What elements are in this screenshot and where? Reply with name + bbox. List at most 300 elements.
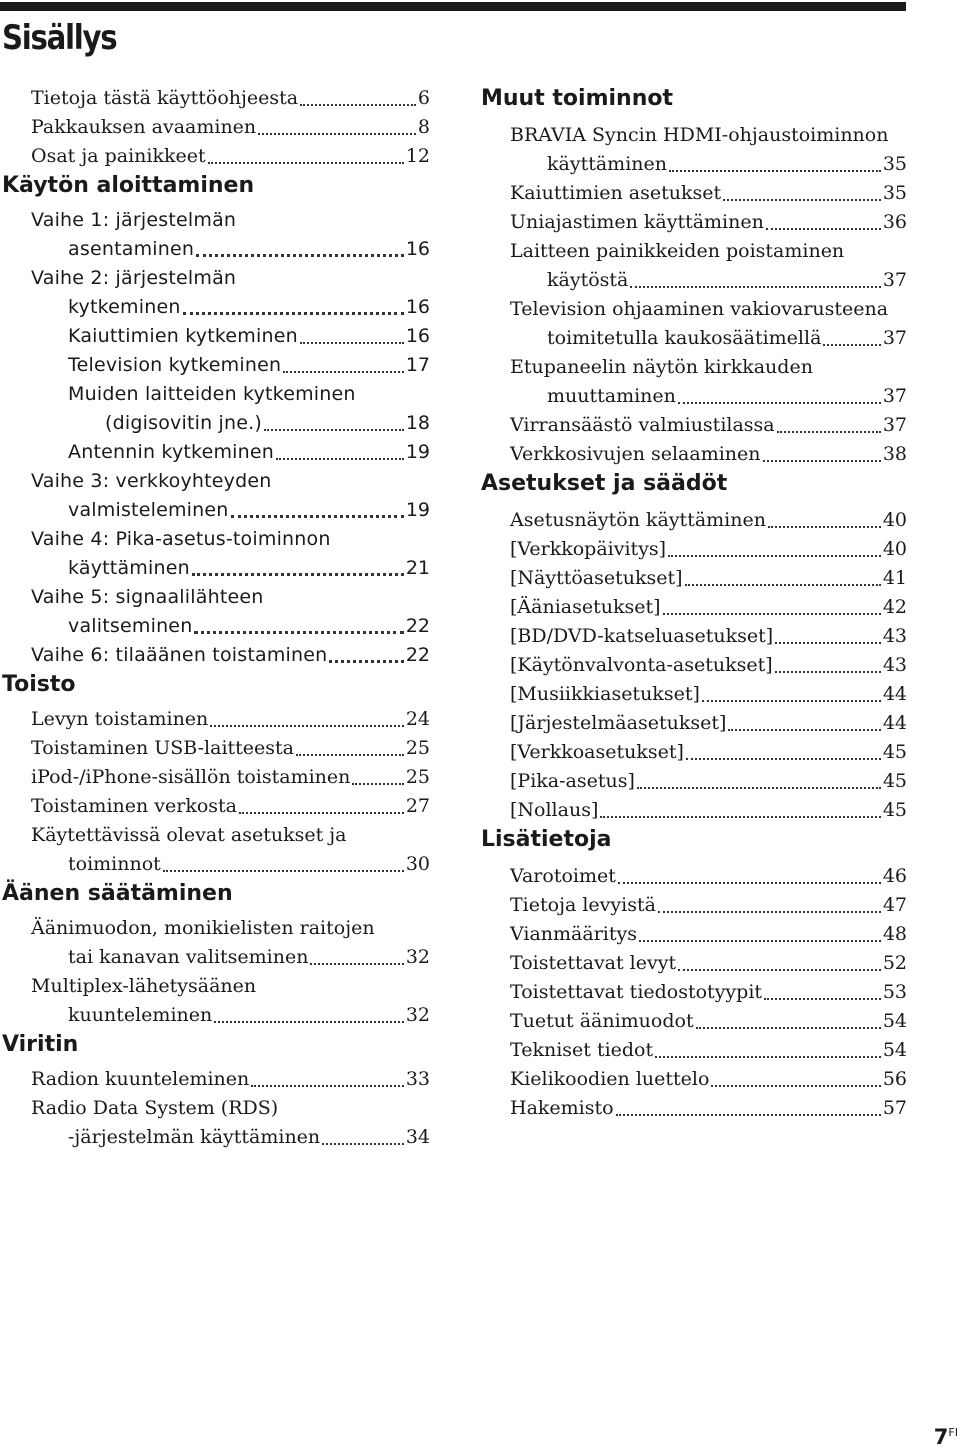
toc-entry-title: Uniajastimen käyttäminen <box>510 211 764 233</box>
toc-entry-text <box>31 1094 430 1152</box>
toc-page-number: 19 <box>405 499 430 521</box>
toc-entry-title: Virransäästö valmiustilassa <box>510 414 775 436</box>
dot-leader <box>696 1027 881 1029</box>
toc-entry-line <box>68 322 430 351</box>
dot-leader <box>239 812 404 814</box>
toc-entry[interactable] <box>481 978 907 1007</box>
toc-entry-line <box>510 1007 907 1036</box>
toc-entry-title: Kaiuttimien asetukset <box>510 182 722 204</box>
toc-entry-line <box>510 506 907 535</box>
toc-page-number: 47 <box>882 894 907 916</box>
toc-entry-title: Radio Data System (RDS) <box>31 1097 279 1119</box>
dot-leader <box>775 642 881 644</box>
toc-entry[interactable] <box>2 763 430 792</box>
toc-entry-title: Vaihe 5: signaalilähteen <box>31 586 264 608</box>
toc-entry-text <box>31 467 430 525</box>
toc-entry-text <box>510 121 907 179</box>
toc-entry-text <box>31 113 430 142</box>
toc-page-number: 32 <box>405 1004 430 1026</box>
page-language-code: FI <box>948 1426 958 1439</box>
dot-leader <box>685 584 881 586</box>
toc-entry[interactable] <box>2 1065 430 1094</box>
toc-page-number: 45 <box>882 770 907 792</box>
toc-entry[interactable] <box>481 237 907 295</box>
toc-entry[interactable] <box>481 891 907 920</box>
toc-entry-line <box>510 179 907 208</box>
toc-entry-title: Äänimuodon, monikielisten raitojen <box>31 917 375 939</box>
toc-entry-line <box>31 763 430 792</box>
toc-entry-line <box>31 972 430 1001</box>
toc-entry[interactable] <box>2 142 430 171</box>
dot-leader <box>210 725 404 727</box>
toc-entry-text <box>510 506 907 535</box>
dot-leader <box>251 1085 404 1087</box>
toc-entry-text <box>510 1094 907 1123</box>
dot-leader <box>777 431 881 433</box>
toc-entry-text <box>510 709 907 738</box>
toc-entry-title: Vaihe 3: verkkoyhteyden <box>31 470 272 492</box>
toc-entry-title: Osat ja painikkeet <box>31 145 206 167</box>
toc-entry[interactable] <box>2 438 430 467</box>
toc-entry-text <box>31 142 430 171</box>
toc-entry-text <box>68 322 430 351</box>
toc-entry-title: Muiden laitteiden kytkeminen <box>68 383 356 405</box>
dot-leader <box>276 458 404 460</box>
toc-entry-text <box>510 237 907 295</box>
dot-leader <box>763 460 881 462</box>
toc-entry[interactable] <box>2 641 430 670</box>
dot-leader <box>668 555 881 557</box>
toc-entry-title: (digisovitin jne.) <box>105 412 263 434</box>
toc-entry[interactable] <box>2 380 430 438</box>
toc-entry[interactable] <box>2 583 430 641</box>
toc-entry-title: Vaihe 2: järjestelmän <box>31 267 237 289</box>
toc-page-number: 36 <box>882 211 907 233</box>
toc-entry-text <box>31 1065 430 1094</box>
toc-entry-title: Tietoja tästä käyttöohjeesta <box>31 87 299 109</box>
toc-entry-line <box>510 767 907 796</box>
toc-entry-line <box>31 84 430 113</box>
toc-entry-text <box>510 680 907 709</box>
toc-entry-line <box>31 734 430 763</box>
toc-entry-title: [Käytönvalvonta-asetukset] <box>510 654 773 676</box>
toc-entry-text <box>510 179 907 208</box>
dot-leader <box>329 660 403 663</box>
toc-entry-title: [Verkkoasetukset] <box>510 741 684 763</box>
toc-entry[interactable] <box>2 351 430 380</box>
toc-entry-line <box>510 651 907 680</box>
toc-entry[interactable] <box>481 593 907 622</box>
dot-leader <box>192 573 404 576</box>
toc-entry[interactable] <box>481 564 907 593</box>
toc-entry-line <box>510 709 907 738</box>
dot-leader <box>208 162 404 164</box>
toc-entry[interactable] <box>2 322 430 351</box>
toc-entry-line <box>510 535 907 564</box>
toc-entry-text <box>510 1065 907 1094</box>
toc-page-number: 35 <box>882 182 907 204</box>
toc-entry[interactable] <box>481 738 907 767</box>
toc-entry-title: [Musiikkiasetukset] <box>510 683 700 705</box>
toc-entry-text <box>31 763 430 792</box>
dot-leader <box>637 787 881 789</box>
toc-entry-title: Tekniset tiedot <box>510 1039 654 1061</box>
toc-entry-title: Asetusnäytön käyttäminen <box>510 509 766 531</box>
toc-entry-title: Tietoja levyistä <box>510 894 656 916</box>
dot-leader <box>352 783 403 785</box>
dot-leader <box>300 342 404 344</box>
toc-entry-title: Vaihe 1: järjestelmän <box>31 209 237 231</box>
toc-page-number: 44 <box>882 683 907 705</box>
toc-entry-title: kytkeminen <box>68 296 181 318</box>
toc-page-number: 43 <box>882 625 907 647</box>
toc-entry-title: [Pika-asetus] <box>510 770 635 792</box>
toc-entry-text <box>31 914 430 972</box>
toc-entry-title: asentaminen <box>68 238 195 260</box>
section-heading: Asetukset ja säädöt <box>481 471 728 496</box>
toc-entry-line <box>510 949 907 978</box>
dot-leader <box>231 515 404 518</box>
toc-entry-title: Antennin kytkeminen <box>68 441 275 463</box>
dot-leader <box>283 371 404 373</box>
toc-entry-text <box>31 972 430 1030</box>
dot-leader <box>639 940 881 942</box>
toc-page-number: 45 <box>882 741 907 763</box>
dot-leader <box>300 104 416 106</box>
toc-entry-line <box>510 150 907 179</box>
toc-entry-line <box>510 1065 907 1094</box>
toc-entry-title: Television ohjaaminen vakiovarusteena <box>510 298 889 320</box>
toc-entry-text <box>510 353 907 411</box>
toc-entry-line <box>68 351 430 380</box>
toc-page-number: 33 <box>405 1068 430 1090</box>
toc-entry-text <box>510 978 907 1007</box>
toc-entry-title: toiminnot <box>68 853 161 875</box>
toc-entry[interactable] <box>2 206 430 264</box>
toc-page-number: 37 <box>882 327 907 349</box>
toc-entry-text <box>68 438 430 467</box>
toc-entry[interactable] <box>481 680 907 709</box>
toc-entry-line <box>510 920 907 949</box>
toc-entry-line <box>510 622 907 651</box>
toc-entry-line <box>31 792 430 821</box>
toc-page-number: 40 <box>882 509 907 531</box>
toc-entry[interactable] <box>481 862 907 891</box>
toc-entry-line <box>510 1094 907 1123</box>
toc-entry-line <box>510 121 907 150</box>
dot-leader <box>711 1085 880 1087</box>
toc-entry-title: Vaihe 4: Pika-asetus-toiminnon <box>31 528 331 550</box>
toc-entry-title: muuttaminen <box>547 385 676 407</box>
toc-entry[interactable] <box>481 506 907 535</box>
toc-entry-line <box>31 583 430 612</box>
toc-entry-text <box>510 738 907 767</box>
toc-entry[interactable] <box>2 113 430 142</box>
toc-entry[interactable] <box>481 535 907 564</box>
toc-entry-line <box>510 382 907 411</box>
dot-leader <box>163 870 404 872</box>
toc-entry-line <box>510 680 907 709</box>
toc-page-number: 41 <box>882 567 907 589</box>
toc-entry-title: Multiplex-lähetysäänen <box>31 975 257 997</box>
toc-entry-title: -järjestelmän käyttäminen <box>68 1126 321 1148</box>
dot-leader <box>183 312 404 315</box>
dot-leader <box>766 228 881 230</box>
toc-page-number: 40 <box>882 538 907 560</box>
toc-entry-title: toimitetulla kaukosäätimellä <box>547 327 822 349</box>
toc-entry-title: kuunteleminen <box>68 1004 213 1026</box>
toc-entry[interactable] <box>481 208 907 237</box>
toc-entry-line <box>31 1123 430 1152</box>
toc-entry[interactable] <box>481 1065 907 1094</box>
toc-entry-line <box>31 525 430 554</box>
toc-page-number: 25 <box>405 737 430 759</box>
dot-leader <box>618 882 881 884</box>
section-heading: Lisätietoja <box>481 827 612 852</box>
toc-entry[interactable] <box>481 1094 907 1123</box>
page-number-value: 7 <box>933 1425 949 1449</box>
toc-page-number: 34 <box>405 1126 430 1148</box>
toc-page-number: 24 <box>405 708 430 730</box>
toc-entry[interactable] <box>481 121 907 179</box>
dot-leader <box>728 729 880 731</box>
toc-entry-title: [BD/DVD-katseluasetukset] <box>510 625 774 647</box>
toc-entry-line <box>31 641 430 670</box>
toc-entry-text <box>510 891 907 920</box>
toc-entry-text <box>31 734 430 763</box>
dot-leader <box>322 1143 404 1145</box>
toc-entry-text <box>510 796 907 825</box>
toc-page-number: 16 <box>405 296 430 318</box>
dot-leader <box>663 613 881 615</box>
toc-entry-line <box>510 440 907 469</box>
toc-entry[interactable] <box>2 467 430 525</box>
dot-leader <box>264 429 404 431</box>
toc-entry-text <box>31 705 430 734</box>
toc-entry-line <box>31 1094 430 1123</box>
toc-entry[interactable] <box>2 914 430 972</box>
toc-entry-line <box>510 796 907 825</box>
toc-entry-title: Toistaminen USB-laitteesta <box>31 737 294 759</box>
toc-page-number: 17 <box>405 354 430 376</box>
toc-entry-line <box>31 293 430 322</box>
toc-page-number: 37 <box>882 385 907 407</box>
toc-entry-line <box>31 554 430 583</box>
dot-leader <box>310 963 403 965</box>
toc-entry-title: Hakemisto <box>510 1097 614 1119</box>
toc-page-number: 56 <box>882 1068 907 1090</box>
toc-page-number: 42 <box>882 596 907 618</box>
toc-entry-title: [Verkkopäivitys] <box>510 538 667 560</box>
toc-entry-title: [Ääniasetukset] <box>510 596 661 618</box>
toc-entry[interactable] <box>2 84 430 113</box>
dot-leader <box>678 969 881 971</box>
toc-entry-text <box>68 380 430 438</box>
toc-entry-text <box>510 440 907 469</box>
toc-page-number: 27 <box>405 795 430 817</box>
toc-entry-line <box>31 264 430 293</box>
toc-page-number: 43 <box>882 654 907 676</box>
toc-entry-text <box>510 767 907 796</box>
toc-page-number: 45 <box>882 799 907 821</box>
section-heading: Viritin <box>2 1032 79 1057</box>
toc-entry[interactable] <box>2 821 430 879</box>
toc-entry-line <box>510 411 907 440</box>
toc-entry[interactable] <box>481 1036 907 1065</box>
toc-entry-text <box>31 84 430 113</box>
toc-entry[interactable] <box>2 705 430 734</box>
toc-entry-title: Vaihe 6: tilaäänen toistaminen <box>31 644 328 666</box>
toc-entry-line <box>31 467 430 496</box>
toc-entry-line <box>31 705 430 734</box>
toc-entry-line <box>31 496 430 525</box>
toc-entry-line <box>31 1001 430 1030</box>
toc-entry[interactable] <box>2 1094 430 1152</box>
toc-entry-title: Kielikoodien luettelo <box>510 1068 710 1090</box>
toc-entry[interactable] <box>481 1007 907 1036</box>
toc-page-number: 16 <box>405 238 430 260</box>
toc-entry-text <box>510 862 907 891</box>
toc-entry-text <box>510 535 907 564</box>
dot-leader <box>678 402 881 404</box>
toc-entry-title: Käytettävissä olevat asetukset ja <box>31 824 347 846</box>
toc-page-number: 30 <box>405 853 430 875</box>
toc-page-number: 16 <box>405 325 430 347</box>
toc-entry[interactable] <box>481 949 907 978</box>
toc-entry-text <box>510 411 907 440</box>
header-rule <box>0 2 906 11</box>
dot-leader <box>768 526 881 528</box>
toc-entry-text <box>510 295 907 353</box>
toc-entry-line <box>510 208 907 237</box>
toc-entry[interactable] <box>481 622 907 651</box>
toc-entry-text <box>510 920 907 949</box>
toc-page-number: 38 <box>882 443 907 465</box>
toc-entry-text <box>510 593 907 622</box>
toc-entry[interactable] <box>2 792 430 821</box>
toc-entry-title: [Nollaus] <box>510 799 599 821</box>
toc-entry-title: käytöstä <box>547 269 629 291</box>
toc-page-number: 54 <box>882 1010 907 1032</box>
toc-page-number: 8 <box>417 116 430 138</box>
toc-entry-line <box>31 206 430 235</box>
toc-entry-title: valitseminen <box>68 615 193 637</box>
toc-page-number: 18 <box>405 412 430 434</box>
toc-entry-text <box>510 564 907 593</box>
toc-entry-title: Laitteen painikkeiden poistaminen <box>510 240 845 262</box>
toc-entry[interactable] <box>2 525 430 583</box>
toc-entry-line <box>31 821 430 850</box>
toc-entry-line <box>31 612 430 641</box>
toc-entry[interactable] <box>481 440 907 469</box>
toc-page-number: 22 <box>405 615 430 637</box>
dot-leader <box>669 170 881 172</box>
toc-entry[interactable] <box>481 651 907 680</box>
toc-page-number: 48 <box>882 923 907 945</box>
toc-entry[interactable] <box>481 411 907 440</box>
dot-leader <box>196 254 404 257</box>
dot-leader <box>258 133 416 135</box>
toc-page-number: 25 <box>405 766 430 788</box>
toc-entry[interactable] <box>481 353 907 411</box>
dot-leader <box>296 754 404 756</box>
toc-entry-title: Radion kuunteleminen <box>31 1068 250 1090</box>
toc-entry-line <box>510 891 907 920</box>
section-heading: Toisto <box>2 672 76 697</box>
toc-entry-line <box>510 1036 907 1065</box>
toc-page-number: 54 <box>882 1039 907 1061</box>
toc-entry-title: Varotoimet <box>510 865 616 887</box>
toc-entry-text <box>510 622 907 651</box>
toc-entry-line <box>68 438 430 467</box>
toc-entry[interactable] <box>481 709 907 738</box>
section-heading: Äänen säätäminen <box>2 881 233 906</box>
dot-leader <box>630 286 880 288</box>
toc-entry-line <box>31 113 430 142</box>
toc-entry-title: Pakkauksen avaaminen <box>31 116 257 138</box>
toc-entry-text <box>31 641 430 670</box>
toc-entry-title: Levyn toistaminen <box>31 708 209 730</box>
toc-entry[interactable] <box>2 264 430 322</box>
toc-entry[interactable] <box>2 972 430 1030</box>
toc-entry-text <box>510 1036 907 1065</box>
dot-leader <box>655 1056 881 1058</box>
toc-entry-title: Kaiuttimien kytkeminen <box>68 325 298 347</box>
toc-entry-text <box>31 792 430 821</box>
toc-entry-title: [Näyttöasetukset] <box>510 567 683 589</box>
toc-entry-title: Television kytkeminen <box>68 354 282 376</box>
toc-entry-text <box>31 264 430 322</box>
page-number <box>934 1425 958 1449</box>
toc-page-number: 22 <box>405 644 430 666</box>
toc-entry-line <box>510 324 907 353</box>
toc-entry-line <box>510 266 907 295</box>
toc-entry-title: Verkkosivujen selaaminen <box>510 443 761 465</box>
toc-entry[interactable] <box>481 767 907 796</box>
toc-left-column <box>2 84 430 1152</box>
toc-entry-text <box>510 949 907 978</box>
toc-entry[interactable] <box>481 295 907 353</box>
toc-page-number: 37 <box>882 269 907 291</box>
toc-entry-title: valmisteleminen <box>68 499 229 521</box>
toc-entry-title: Toistaminen verkosta <box>31 795 238 817</box>
toc-entry-line <box>510 237 907 266</box>
toc-entry-line <box>31 235 430 264</box>
toc-page-number: 52 <box>882 952 907 974</box>
toc-entry-title: [Järjestelmäasetukset] <box>510 712 727 734</box>
dot-leader <box>214 1021 404 1023</box>
toc-right-column <box>481 84 907 1123</box>
toc-entry-title: BRAVIA Syncin HDMI-ohjaustoiminnon <box>510 124 889 146</box>
toc-entry[interactable] <box>481 920 907 949</box>
toc-entry-line <box>31 1065 430 1094</box>
toc-entry-line <box>510 862 907 891</box>
toc-entry[interactable] <box>481 179 907 208</box>
toc-entry[interactable] <box>2 734 430 763</box>
toc-entry-line <box>510 295 907 324</box>
toc-page-number: 57 <box>882 1097 907 1119</box>
dot-leader <box>194 631 403 634</box>
toc-entry-text <box>510 208 907 237</box>
dot-leader <box>764 998 881 1000</box>
toc-entry-title: Tuetut äänimuodot <box>510 1010 694 1032</box>
toc-entry-title: käyttäminen <box>68 557 190 579</box>
toc-entry-title: tai kanavan valitseminen <box>68 946 309 968</box>
toc-entry[interactable] <box>481 796 907 825</box>
toc-entry-line <box>510 738 907 767</box>
section-heading: Muut toiminnot <box>481 86 673 111</box>
toc-page-number: 19 <box>405 441 430 463</box>
